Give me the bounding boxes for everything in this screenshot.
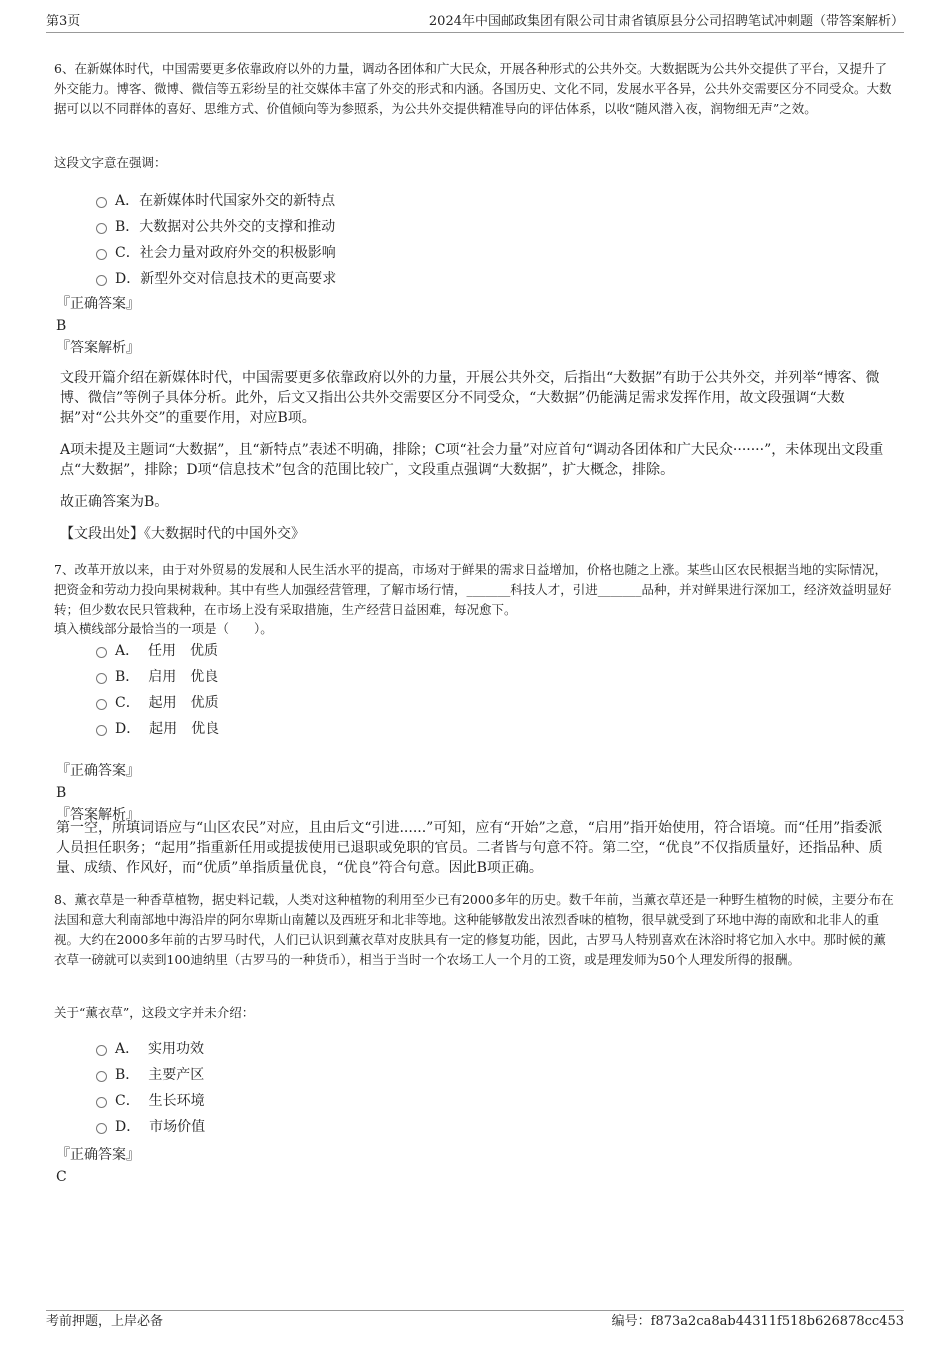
radio-button[interactable] (96, 197, 107, 208)
analysis-paragraph: A项未提及主题词“大数据”，且“新特点”表述不明确，排除；C项“社会力量”对应首句“调动各团体和广大民众·······”，未体现出文段重点“大数据”，排除；D项“信息技术”包含的范围比较广，文段重点强调“大数据”，扩大概念，排除。 (60, 442, 884, 478)
question-8-stem: 8、薰衣草是一种香草植物，据史料记载，人类对这种植物的利用至少已有2000多年的历史。数千年前，当薰衣草还是一种野生植物的时候，主要分布在法国和意大利南部地中海沿岸的阿尔卑斯山南麓以及西班牙和北非等地。这种能够散发出浓烈香味的植物，很早就受到了环地中海的南欧和北非人的重视。大约在2000多年前的古罗马时代，人们已认识到薰衣草对皮肤具有一定的修复功能，因此，古罗马人特别喜欢在沐浴时将它加入水中。那时候的薰衣草一磅就可以卖到100迪纳里（古罗马的一种货币），相当于当时一个农场工人一个月的工资，或是理发师为50个人理发所得的报酬。 (54, 892, 894, 967)
question-6-stem: 6、在新媒体时代，中国需要更多依靠政府以外的力量，调动各团体和广大民众，开展各种形式的公共外交。大数据既为公共外交提供了平台，又提升了外交能力。博客、微博、微信等五彩纷呈的社交媒体丰富了外交的形式和内涵。各国历史、文化不同，发展水平各异，公共外交需要区分不同受众。大数据可以以不同群体的喜好、思维方式、价值倾向等为参照系，为公共外交提供精准导向的评估体系，以收“随风潜入夜，润物细无声”之效。 (54, 61, 892, 116)
page-number: 第3页 (46, 14, 81, 29)
page-header (46, 12, 904, 33)
radio-button[interactable] (96, 1071, 107, 1082)
radio-button[interactable] (96, 699, 107, 710)
radio-button[interactable] (96, 1045, 107, 1056)
radio-button[interactable] (96, 275, 107, 286)
correct-answer-label: 『正确答案』 (56, 763, 140, 779)
question-8-answer-block (56, 1144, 886, 1188)
question-7-prompt: 填入横线部分最恰当的一项是（ ）。 (54, 621, 273, 636)
footer-slogan: 考前押题，上岸必备 (46, 1314, 164, 1329)
correct-answer-value: B (56, 785, 67, 801)
correct-answer-value: C (56, 1169, 67, 1185)
question-6-analysis (60, 368, 890, 556)
radio-button[interactable] (96, 1123, 107, 1134)
question-7-answer-block (56, 760, 886, 826)
correct-answer-value: B (56, 318, 67, 334)
correct-answer-label: 『正确答案』 (56, 1147, 140, 1163)
radio-button[interactable] (96, 647, 107, 658)
analysis-label: 『答案解析』 (56, 340, 140, 356)
question-8-prompt: 关于“薰衣草”，这段文字并未介绍： (54, 1005, 255, 1020)
question-7-stem: 7、改革开放以来，由于对外贸易的发展和人民生活水平的提高，市场对于鲜果的需求日益增加，价格也随之上涨。某些山区农民根据当地的实际情况，把资金和劳动力投向果树栽种。其中有些人加强经营管理，了解市场行情，_______科技人才，引进_______品种，并对鲜果进行深加工，经济效益明显好转；但少数农民只管栽种，在市场上没有采取措施，生产经营日益困难，每况愈下。 (54, 562, 892, 617)
radio-button[interactable] (96, 673, 107, 684)
document-title: 2024年中国邮政集团有限公司甘肃省镇原县分公司招聘笔试冲刺题（带答案解析） (428, 14, 904, 29)
radio-button[interactable] (96, 223, 107, 234)
document-id: 编号：f873a2ca8ab44311f518b626878cc453 (611, 1314, 904, 1329)
correct-answer-label: 『正确答案』 (56, 296, 140, 312)
question-6-prompt: 这段文字意在强调： (54, 155, 167, 170)
analysis-paragraph: 故正确答案为B。 (60, 494, 169, 510)
radio-button[interactable] (96, 249, 107, 260)
source-note: 【文段出处】《大数据时代的中国外交》 (60, 526, 305, 542)
question-7-analysis: 第一空，所填词语应与“山区农民”对应，且由后文“引进......”可知，应有“开始”之意，“启用”指开始使用，符合语境。而“任用”指委派人员担任职务；“起用”指重新任用或提拔使用已退职或免职的官员。二者皆与句意不符。第二空，“优良”不仅指质量好，还指品种、质量、成绩、作风好，而“优质”单指质量优良，“优良”符合句意。因此B项正确。 (56, 820, 883, 876)
radio-button[interactable] (96, 725, 107, 736)
page-footer (46, 1310, 904, 1333)
analysis-label: 『答案解析』 (56, 807, 140, 823)
radio-button[interactable] (96, 1097, 107, 1108)
question-6-answer-block (56, 293, 886, 359)
analysis-paragraph: 文段开篇介绍在新媒体时代，中国需要更多依靠政府以外的力量，开展公共外交，后指出“大数据”有助于公共外交，并列举“博客、微博、微信”等例子具体分析。此外，后文又指出公共外交需要区分不同受众，“大数据”仍能满足需求发挥作用，故文段强调“大数据”对“公共外交”的重要作用，对应B项。 (60, 370, 880, 426)
